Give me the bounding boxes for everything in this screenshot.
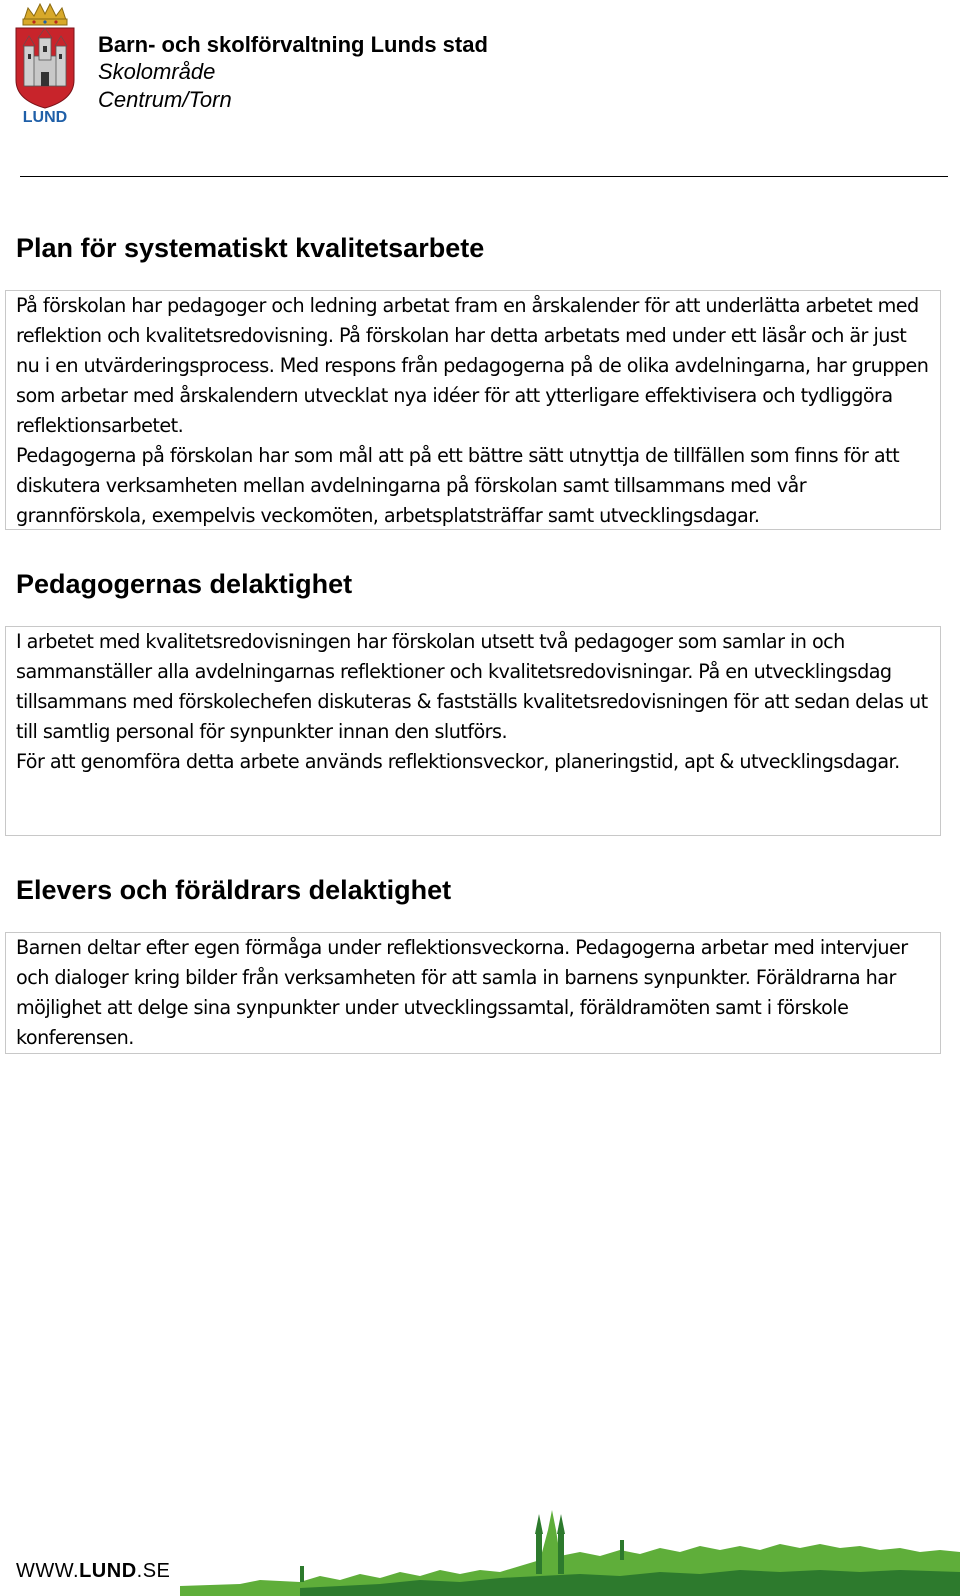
organization-header: [98, 32, 488, 114]
paragraph: På förskolan har pedagoger och ledning arbetat fram en årskalender för att underlätta arbetet med reflektion och kvalitetsredovisning. På förskolan har detta arbetats med under ett läsår och är just nu i en utvärderingsprocess. Med respons från pedagogerna på de olika avdelningarna, har gruppen som arbetar med årskalendern utvecklat nya idéer för att ytterligare effektivisera och tydliggöra reflektionsarbetet.: [16, 294, 929, 437]
section-title-quality-plan: Plan för systematiskt kvalitetsarbete: [16, 233, 485, 263]
lund-coat-of-arms-logo: [12, 2, 78, 126]
section-body-pupil-parent-participation: [5, 932, 941, 1054]
footer-url-domain: LUND: [79, 1560, 137, 1582]
area-line-2: Centrum/Torn: [98, 87, 232, 112]
area-line-1: Skolområde: [98, 59, 216, 84]
organization-name: Barn- och skolförvaltning Lunds stad: [98, 32, 488, 57]
footer-url-suffix: .SE: [136, 1560, 171, 1582]
paragraph: För att genomföra detta arbete används reflektionsveckor, planeringstid, apt & utvecklingsdagar.: [16, 750, 900, 773]
footer-url-prefix: WWW.: [16, 1560, 80, 1582]
footer-website: [16, 1560, 170, 1583]
crown-icon: [23, 4, 67, 25]
header-divider: [20, 176, 948, 177]
paragraph: Pedagogerna på förskolan har som mål att på ett bättre sätt utnyttja de tillfällen som finns för att diskutera verksamheten mellan avdelningarna på förskolan samt tillsammans med vår grannförskola, exempelvis veckomöten, arbetsplatsträffar samt utvecklingsdagar.: [16, 444, 900, 527]
paragraph: I arbetet med kvalitetsredovisningen har förskolan utsett två pedagoger som samlar in och sammanställer alla avdelningarnas reflektioner och kvalitetsredovisningar. På en utvecklingsdag tillsammans med förskolechefen diskuteras & fastställs kvalitetsredovisningen för att sedan delas ut till samtlig personal för synpunkter innan den slutförs.: [16, 630, 928, 743]
section-body-quality-plan: [5, 290, 941, 530]
paragraph: Barnen deltar efter egen förmåga under reflektionsveckorna. Pedagogerna arbetar med intervjuer och dialoger kring bilder från verksamheten för att samla in barnens synpunkter. Föräldrarna har möjlighet att delge sina synpunkter under utvecklingssamtal, föräldramöten samt i förskole konferensen.: [16, 936, 908, 1049]
section-title-pupil-parent-participation: Elevers och föräldrars delaktighet: [16, 875, 452, 905]
logo-wordmark: LUND: [22, 109, 68, 126]
section-title-teacher-participation: Pedagogernas delaktighet: [16, 569, 353, 599]
shield-icon: [16, 28, 74, 108]
section-body-teacher-participation: [5, 626, 941, 836]
